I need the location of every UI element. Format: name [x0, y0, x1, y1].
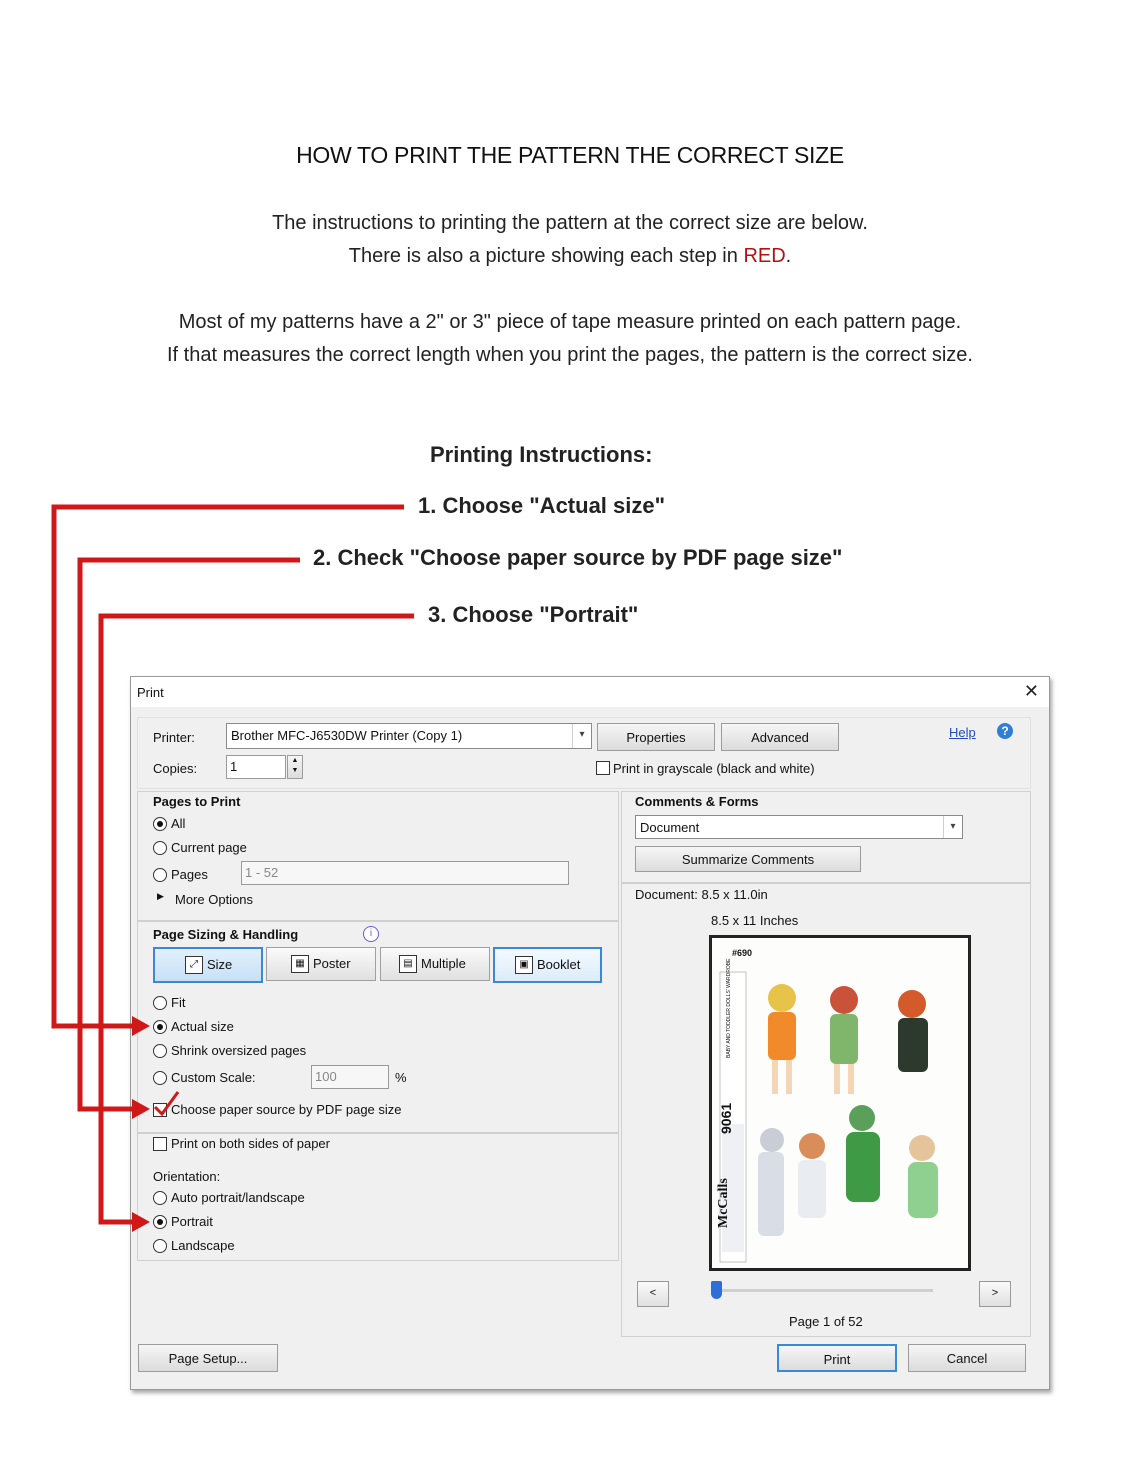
tape-line-1: Most of my patterns have a 2" or 3" piece of tape measure printed on each pattern page.: [178, 311, 962, 333]
dialog-title: Print: [137, 685, 164, 700]
both-sides-label: Print on both sides of paper: [171, 1136, 330, 1151]
pages-to-print-heading: Pages to Print: [153, 794, 241, 809]
pattern-brand: McCalls: [716, 1178, 731, 1228]
size-label: Size: [207, 957, 233, 972]
paper-size: 8.5 x 11 Inches: [711, 913, 799, 928]
grayscale-label: Print in grayscale (black and white): [613, 761, 815, 776]
intro-line-2-text: There is also a picture showing each step in: [348, 245, 744, 267]
intro-line-2-end: .: [785, 245, 792, 267]
copies-label: Copies:: [153, 761, 198, 776]
page-indicator: Page 1 of 52: [789, 1314, 863, 1329]
booklet-label: Booklet: [537, 957, 581, 972]
custom-scale-value: 100: [315, 1069, 337, 1084]
pages-range-value: 1 - 52: [245, 865, 279, 880]
multiple-label: Multiple: [421, 956, 466, 971]
all-label: All: [171, 816, 186, 831]
prev-label: <: [649, 1287, 657, 1299]
shrink-label: Shrink oversized pages: [171, 1043, 307, 1058]
pattern-side-text: BABY AND TODDLER DOLLS' WARDROBE: [726, 958, 732, 1058]
multiple-pages-icon: ▤: [399, 955, 417, 973]
document-title: HOW TO PRINT THE PATTERN THE CORRECT SIZE: [296, 142, 844, 168]
red-word: RED: [743, 245, 786, 267]
fit-label: Fit: [171, 995, 186, 1010]
summarize-label: Summarize Comments: [681, 852, 815, 867]
percent-sign: %: [395, 1070, 407, 1085]
chevron-down-icon: ▾: [943, 816, 962, 838]
copies-value: 1: [230, 759, 238, 774]
poster-icon: ▦: [291, 955, 309, 973]
step-3: 3. Choose "Portrait": [428, 602, 639, 627]
portrait-label: Portrait: [171, 1214, 213, 1229]
arrow-step-3: [101, 616, 414, 1222]
advanced-label: Advanced: [751, 730, 809, 745]
page-setup-label: Page Setup...: [168, 1351, 248, 1366]
step-1: 1. Choose "Actual size": [418, 493, 666, 518]
copies-spinner[interactable]: ▲ ▼: [287, 755, 303, 779]
pattern-number: #690: [732, 948, 753, 958]
print-label: Print: [823, 1352, 851, 1367]
printer-value: Brother MFC-J6530DW Printer (Copy 1): [231, 728, 463, 743]
printer-label: Printer:: [153, 730, 195, 745]
resize-icon: ⤢: [185, 956, 203, 974]
poster-label: Poster: [313, 956, 351, 971]
chevron-down-icon: ▾: [572, 724, 591, 748]
arrowhead-step-1: [132, 1016, 150, 1036]
triangle-right-icon[interactable]: ▶: [157, 891, 164, 901]
pages-label: Pages: [171, 867, 208, 882]
help-icon[interactable]: ?: [997, 723, 1013, 739]
actual-size-label: Actual size: [171, 1019, 234, 1034]
orientation-label: Orientation:: [153, 1169, 221, 1184]
landscape-label: Landscape: [171, 1238, 235, 1253]
step-2: 2. Check "Choose paper source by PDF page size": [313, 545, 843, 570]
custom-scale-label: Custom Scale:: [171, 1070, 256, 1085]
document-size: Document: 8.5 x 11.0in: [635, 887, 768, 902]
properties-label: Properties: [626, 730, 686, 745]
auto-orientation-label: Auto portrait/landscape: [171, 1190, 305, 1205]
arrowhead-step-3: [132, 1212, 150, 1232]
instructions-heading: Printing Instructions:: [430, 442, 653, 467]
comments-heading: Comments & Forms: [635, 794, 759, 809]
pattern-side-number: 9061: [718, 1102, 734, 1134]
arrowhead-step-2: [132, 1099, 150, 1119]
help-link[interactable]: Help: [949, 725, 976, 740]
comments-value: Document: [640, 820, 700, 835]
paper-source-label: Choose paper source by PDF page size: [171, 1102, 402, 1117]
next-label: >: [991, 1287, 999, 1299]
tape-line-2: If that measures the correct length when you print the pages, the pattern is the correct size.: [167, 344, 973, 366]
intro-line-1: The instructions to printing the pattern at the correct size are below.: [272, 212, 868, 234]
close-icon[interactable]: ✕: [1023, 681, 1039, 701]
more-options-label[interactable]: More Options: [175, 892, 254, 907]
current-page-label: Current page: [171, 840, 247, 855]
page-sizing-heading: Page Sizing & Handling: [153, 927, 299, 942]
info-icon[interactable]: i: [363, 926, 379, 942]
arrow-step-1: [54, 507, 404, 1026]
cancel-label: Cancel: [946, 1351, 988, 1366]
booklet-icon: ▣: [515, 956, 533, 974]
